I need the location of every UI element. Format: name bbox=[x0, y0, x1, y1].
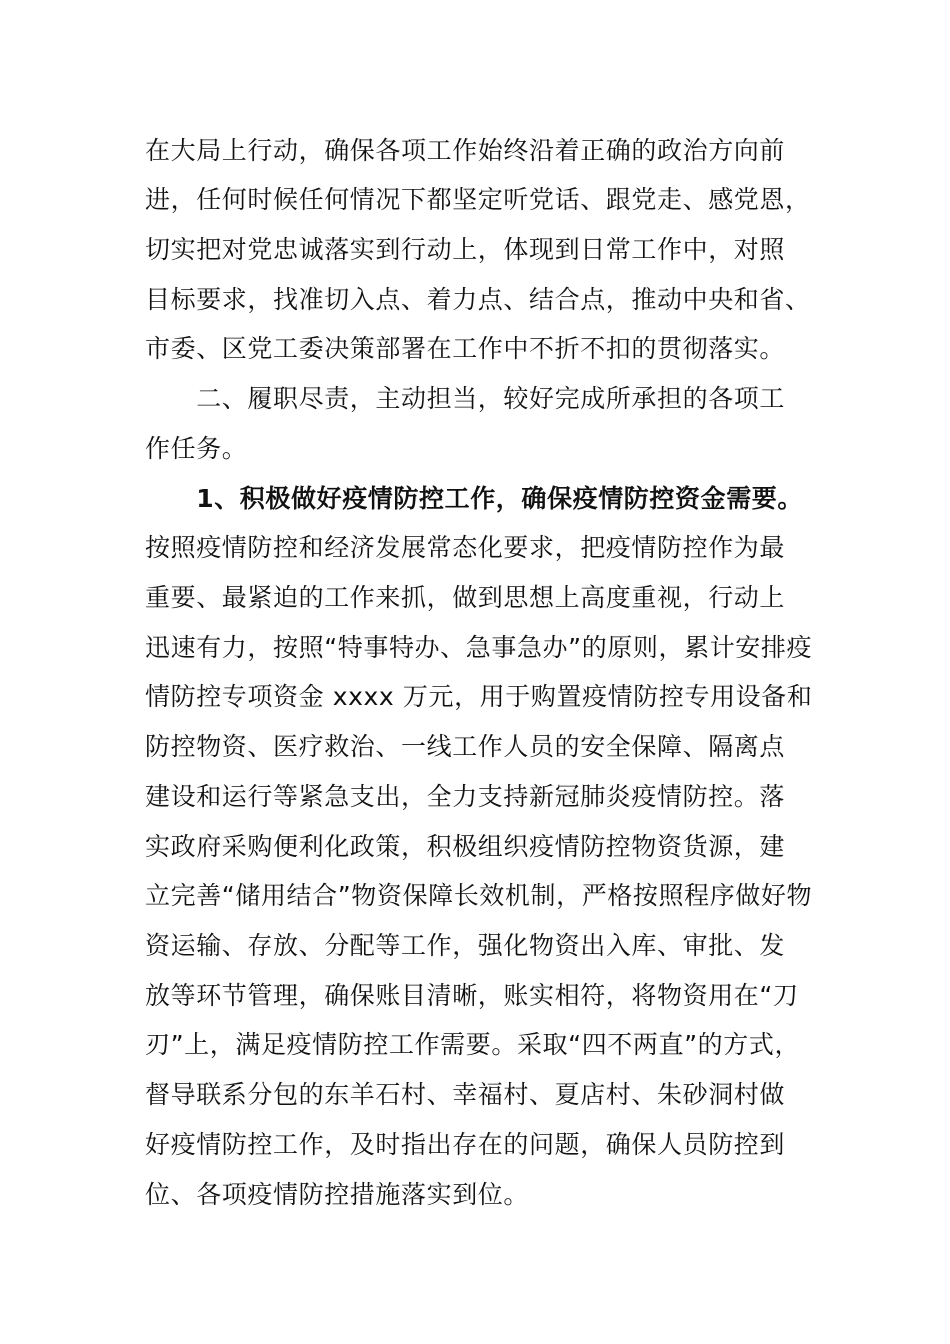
subsection-heading: 1、积极做好疫情防控工作，确保疫情防控资金需要。 bbox=[145, 484, 803, 513]
text-line: 建设和运行等紧急支出，全力支持新冠肺炎疫情防控。落 bbox=[145, 782, 786, 811]
section-heading-line: 二、履职尽责，主动担当，较好完成所承担的各项工 bbox=[145, 384, 786, 413]
text-line: 情防控专项资金 xxxx 万元，用于购置疫情防控专用设备和 bbox=[145, 682, 813, 711]
text-line: 市委、区党工委决策部署在工作中不折不扣的贯彻落实。 bbox=[145, 334, 786, 363]
text-line: 在大局上行动，确保各项工作始终沿着正确的政治方向前 bbox=[145, 136, 786, 165]
text-line: 重要、最紧迫的工作来抓，做到思想上高度重视，行动上 bbox=[145, 583, 786, 612]
section-heading-line: 作任务。 bbox=[145, 434, 248, 463]
text-line: 迅速有力，按照“特事特办、急事急办”的原则，累计安排疫 bbox=[145, 633, 813, 662]
text-line: 目标要求，找准切入点、着力点、结合点，推动中央和省、 bbox=[145, 285, 811, 314]
text-line: 刃”上，满足疫情防控工作需要。采取“四不两直”的方式， bbox=[145, 1030, 801, 1059]
text-line: 位、各项疫情防控措施落实到位。 bbox=[145, 1180, 530, 1209]
text-line: 按照疫情防控和经济发展常态化要求，把疫情防控作为最 bbox=[145, 533, 786, 562]
text-line: 防控物资、医疗救治、一线工作人员的安全保障、隔离点 bbox=[145, 732, 786, 761]
text-line: 立完善“储用结合”物资保障长效机制，严格按照程序做好物 bbox=[145, 881, 813, 910]
text-line: 督导联系分包的东羊石村、幸福村、夏店村、朱砂洞村做 bbox=[145, 1080, 786, 1109]
text-line: 切实把对党忠诚落实到行动上，体现到日常工作中，对照 bbox=[145, 235, 786, 264]
text-line: 放等环节管理，确保账目清晰，账实相符，将物资用在“刀 bbox=[145, 981, 799, 1010]
text-line: 资运输、存放、分配等工作，强化物资出入库、审批、发 bbox=[145, 931, 786, 960]
text-line: 实政府采购便利化政策，积极组织疫情防控物资货源，建 bbox=[145, 832, 786, 861]
text-line: 好疫情防控工作，及时指出存在的问题，确保人员防控到 bbox=[145, 1130, 786, 1159]
text-line: 进，任何时候任何情况下都坚定听党话、跟党走、感党恩， bbox=[145, 185, 811, 214]
